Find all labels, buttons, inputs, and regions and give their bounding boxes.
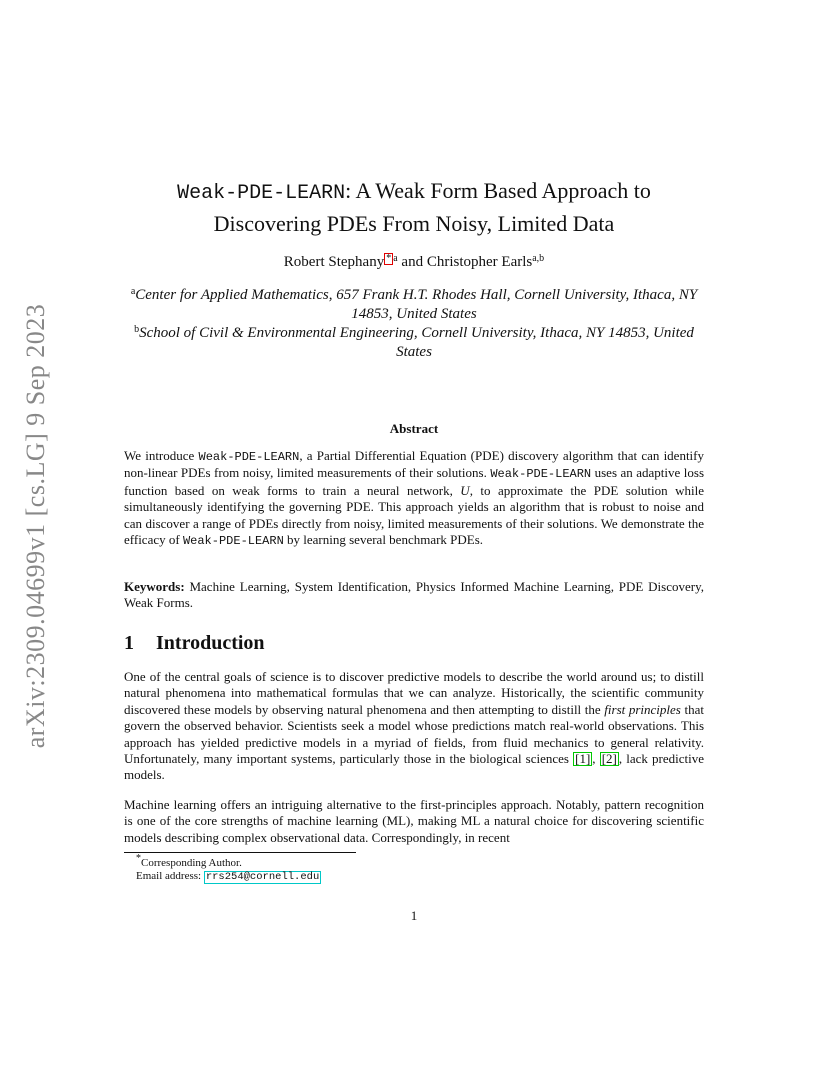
- author-list: [124, 253, 704, 271]
- affiliation-a-text: Center for Applied Mathematics, 657 Frank H.T. Rhodes Hall, Cornell University, Ithaca, NY 14853, United States: [135, 287, 698, 322]
- affiliation-b-mark: b: [134, 324, 140, 335]
- title-line2: Discovering PDEs From Noisy, Limited Data: [213, 211, 615, 236]
- keywords-text: Machine Learning, System Identification, Physics Informed Machine Learning, PDE Discovery, Weak Forms.: [124, 579, 704, 611]
- page-number: 1: [410, 908, 418, 923]
- citation-link[interactable]: [2]: [601, 751, 617, 767]
- paragraph-text: , lack predictive models.: [124, 751, 704, 783]
- keywords: [124, 579, 704, 612]
- abstract-text: We introduce: [124, 448, 199, 463]
- author-2-affiliation: a,b: [532, 253, 545, 264]
- footnote-corresponding: [136, 853, 242, 870]
- footnote-mark: *: [136, 853, 141, 864]
- footnote-link[interactable]: *: [386, 253, 392, 264]
- citation-link[interactable]: [1]: [575, 751, 591, 767]
- paper-title: [124, 176, 704, 239]
- intro-paragraph-1: [124, 669, 704, 784]
- keywords-label: Keywords:: [124, 579, 185, 594]
- algorithm-name: Weak-PDE-LEARN: [490, 467, 592, 482]
- abstract-body: [124, 448, 704, 549]
- paragraph-text: that govern the observed behavior. Scientists seek a model whose predictions match real-world observations. This approach has yielded predictive models in a myriad of fields, from fluid mechanics to general relativity. Unfortunately, many important systems, particularly those in the biological sciences: [124, 701, 704, 767]
- author-1-affiliation: a: [393, 253, 398, 264]
- algorithm-name: Weak-PDE-LEARN: [182, 534, 284, 549]
- abstract-text: , to approximate the PDE solution while simultaneously identifying the governing PDE. This approach yields an algorithm that is robust to noise and can discover a range of PDEs directly from noisy, limited measurements of their solutions. We demonstrate the efficacy of: [124, 482, 704, 548]
- email-label: Email address:: [136, 870, 204, 882]
- abstract-text: by learning several benchmark PDEs.: [283, 532, 484, 548]
- algorithm-name: Weak-PDE-LEARN: [198, 450, 300, 464]
- arxiv-stamp: arXiv:2309.04699v1 [cs.LG] 9 Sep 2023: [21, 303, 50, 749]
- footnote-text: Corresponding Author.: [141, 857, 242, 869]
- author-1: Robert Stephany: [283, 254, 385, 270]
- email-link[interactable]: rrs254@cornell.edu: [205, 871, 320, 883]
- affiliation-a: [124, 286, 704, 324]
- section-heading: [124, 632, 265, 655]
- author-2: Christopher Earls: [426, 254, 533, 270]
- affiliation-b: [124, 324, 704, 362]
- title-line1-rest: : A Weak Form Based Approach to: [345, 178, 651, 203]
- math-variable: U: [460, 482, 470, 498]
- abstract-text: , a Partial Differential Equation (PDE) discovery algorithm that can identify non-linear PDEs from noisy, limited measurements of their solutions.: [124, 448, 704, 481]
- paragraph-text: One of the central goals of science is to discover predictive models to describe the world around us; to distill natural phenomena into mathematical formulas that we can analyze. Historically, the scientific community discovered these models by observing natural phenomena and then attempting to distill the: [124, 669, 704, 717]
- abstract-text: uses an adaptive loss function based on weak forms to train a neural network,: [124, 465, 705, 498]
- section-title: Introduction: [156, 632, 265, 654]
- affiliation-a-mark: a: [130, 286, 136, 297]
- author-connector: and: [397, 254, 427, 270]
- abstract-heading: Abstract: [389, 421, 439, 436]
- title-algorithm-name: Weak-PDE-LEARN: [177, 182, 346, 205]
- emphasis: first principles: [604, 701, 681, 717]
- intro-paragraph-2: Machine learning offers an intriguing alternative to the first-principles approach. Notably, pattern recognition is one of the core strengths of machine learning (ML), making ML a natural choice for discovering scientific models describing complex observational data. Correspondingly, in recent: [124, 797, 704, 845]
- paragraph-text: ,: [592, 751, 600, 767]
- footnote-divider: [124, 852, 356, 853]
- footnote-email: [136, 869, 321, 884]
- affiliation-b-text: School of Civil & Environmental Engineering, Cornell University, Ithaca, NY 14853, United States: [139, 325, 694, 360]
- section-number: 1: [124, 632, 134, 654]
